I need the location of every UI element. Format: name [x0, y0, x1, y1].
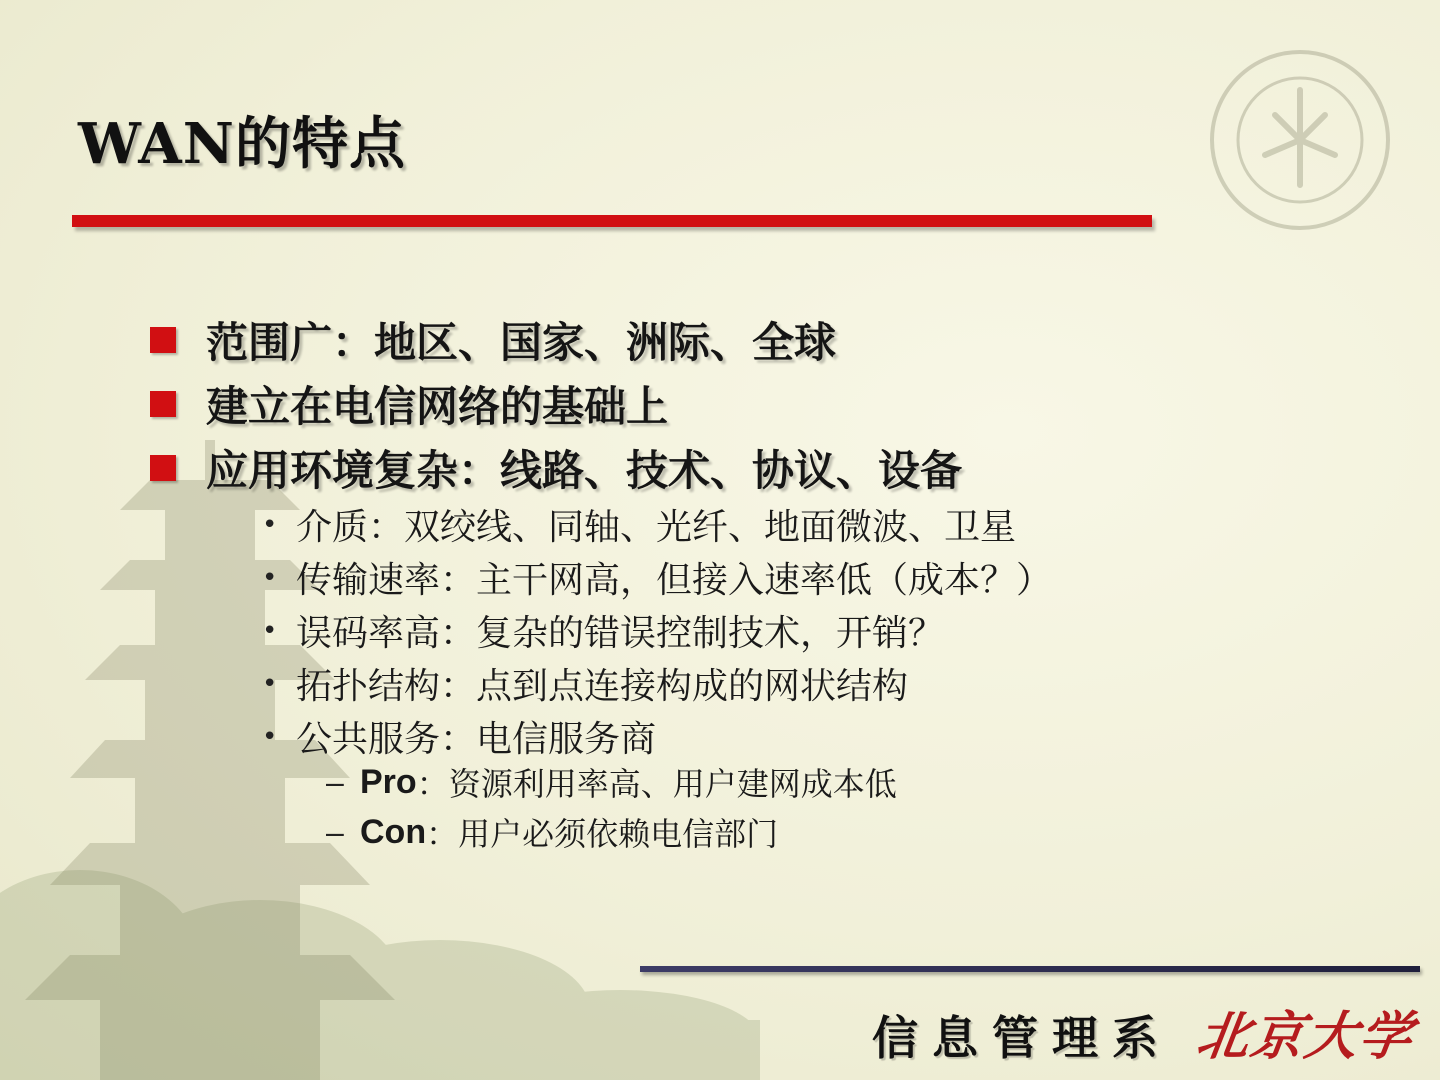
- bullet-item: [150, 372, 962, 436]
- university-seal-icon: [1205, 45, 1395, 235]
- sub-bullet-item: [262, 551, 1052, 604]
- sub-sub-bullet-list: [326, 757, 897, 857]
- slide-title: WAN的特点: [78, 111, 406, 177]
- pro-text: ：资源利用率高、用户建网成本低: [416, 765, 897, 803]
- sub-sub-bullet-item: [326, 757, 897, 807]
- sub-bullet-item: [262, 657, 1052, 710]
- red-square-icon: [150, 391, 176, 417]
- sub-bullet-text: 传输速率：主干网高，但接入速率低（成本？）: [296, 560, 1053, 601]
- bullet-item: [150, 436, 962, 500]
- footer-rule: [640, 966, 1420, 972]
- department-name: 信息管理系: [872, 1011, 1172, 1065]
- sub-bullet-text: 介质：双绞线、同轴、光纤、地面微波、卫星: [296, 507, 1017, 548]
- pro-label: Pro: [360, 762, 417, 801]
- dot-icon: •: [262, 509, 278, 540]
- dot-icon: •: [262, 615, 278, 646]
- sub-bullet-item: [262, 604, 1052, 657]
- bullet-item: [150, 308, 962, 372]
- sub-bullet-text: 误码率高：复杂的错误控制技术，开销？: [296, 613, 945, 654]
- sub-bullet-text: 拓扑结构：点到点连接构成的网状结构: [296, 666, 909, 707]
- sub-bullet-list: [262, 498, 1052, 763]
- main-bullet-list: [150, 308, 962, 500]
- dot-icon: •: [262, 562, 278, 593]
- sub-bullet-item: [262, 498, 1052, 551]
- red-square-icon: [150, 327, 176, 353]
- sub-bullet-item: [262, 710, 1052, 763]
- dot-icon: •: [262, 721, 278, 752]
- dash-icon: –: [326, 813, 344, 850]
- dash-icon: –: [326, 763, 344, 800]
- bullet-text: 应用环境复杂：线路、技术、协议、设备: [206, 446, 963, 495]
- bullet-text: 建立在电信网络的基础上: [206, 382, 669, 431]
- sub-bullet-text: 公共服务：电信服务商: [296, 719, 657, 760]
- university-logo: 北京大学: [1193, 1006, 1418, 1067]
- sub-sub-bullet-item: [326, 807, 897, 857]
- red-square-icon: [150, 455, 176, 481]
- bullet-text: 范围广：地区、国家、洲际、全球: [206, 318, 837, 367]
- con-label: Con: [360, 812, 427, 851]
- title-underline: [72, 215, 1152, 227]
- dot-icon: •: [262, 668, 278, 699]
- con-text: ：用户必须依赖电信部门: [426, 815, 779, 853]
